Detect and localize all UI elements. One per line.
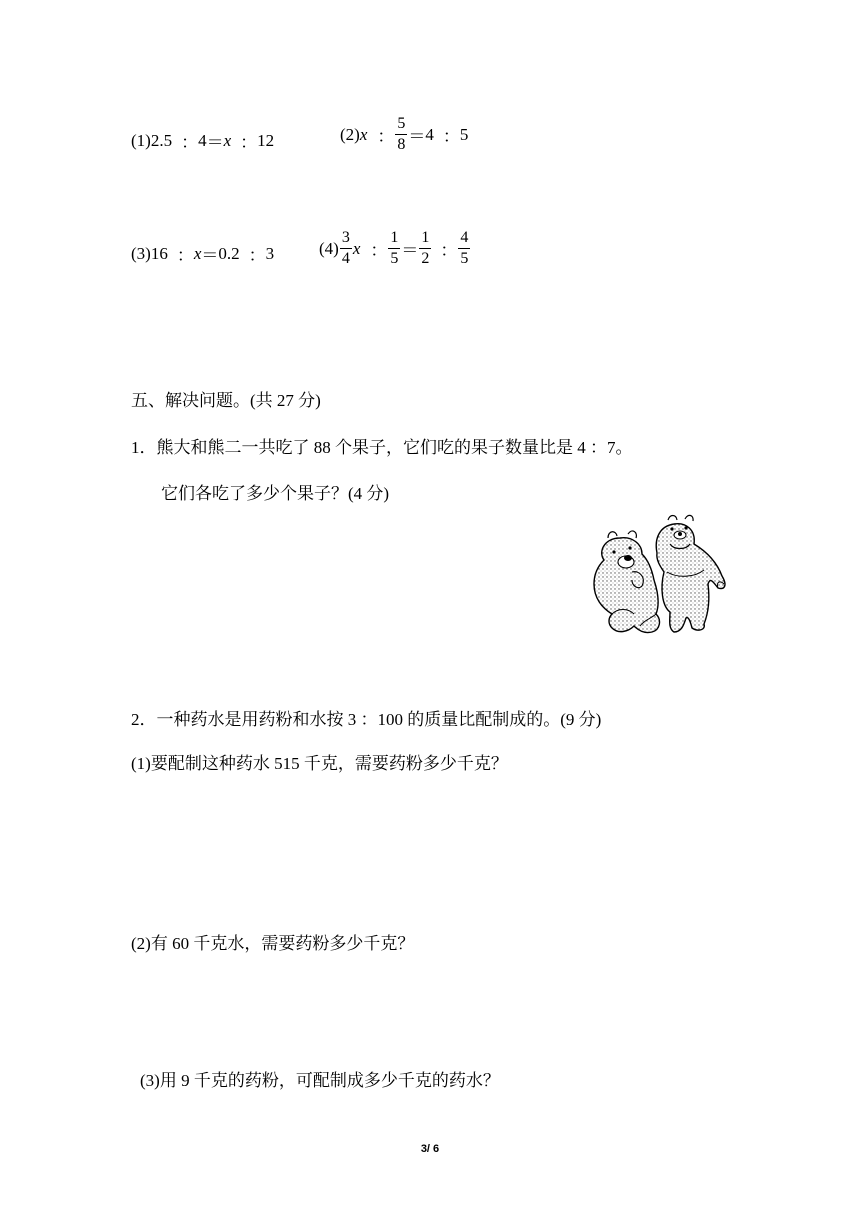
equation-3-label: (3): [131, 243, 151, 263]
fraction-denominator: 5: [390, 250, 399, 267]
equation-1-label: (1): [131, 130, 151, 150]
question-1-line-2: 它们各吃了多少个果子？(4 分): [161, 484, 390, 503]
equation-2: [340, 116, 468, 153]
equation-4-fraction-1: [340, 230, 352, 267]
equation-3: [131, 241, 274, 266]
equation-4-fraction-2: [388, 230, 400, 267]
equation-4-fraction-3: [419, 230, 431, 267]
equation-2-equals: ＝: [408, 127, 426, 146]
equation-3-term-b: 0.2: [218, 243, 240, 263]
equation-2-fraction: [395, 116, 407, 153]
equation-1-term-a: 2.5: [150, 130, 173, 150]
fraction-numerator: 3: [340, 230, 352, 249]
question-1-line-1: 1．熊大和熊二一共吃了 88 个果子，它们吃的果子数量比是 4 ：7。: [131, 438, 633, 457]
equation-3-equals: ＝: [201, 246, 219, 265]
equation-1-variable: x: [223, 130, 232, 150]
equation-4-colon-1: ：: [370, 241, 388, 260]
equation-4-colon-2: ：: [440, 241, 458, 260]
equation-4: [319, 230, 471, 267]
equation-2-term-d: 5: [459, 124, 469, 144]
equation-2-variable: x: [359, 124, 368, 144]
equation-1-equals: ＝: [206, 133, 224, 152]
equation-2-colon-1: ：: [377, 127, 395, 146]
equation-4-variable: x: [352, 238, 361, 258]
standing-bear: [656, 515, 725, 632]
equation-row-2: [340, 116, 468, 153]
section-title: 五、解决问题。(共 27 分): [131, 391, 321, 410]
equation-2-term-c: 4: [425, 124, 434, 144]
equation-2-colon-2: ：: [442, 127, 460, 146]
equation-3-colon-2: ：: [248, 246, 266, 265]
equation-row-4: [319, 230, 471, 267]
equation-row-1: [131, 128, 274, 153]
bears-illustration: [582, 508, 734, 638]
fraction-numerator: 5: [395, 116, 407, 135]
fraction-denominator: 2: [421, 250, 430, 267]
fraction-numerator: 1: [419, 230, 431, 249]
question-2-sub-2: (2)有 60 千克水，需要药粉多少千克？: [131, 934, 415, 953]
equation-1: [131, 128, 274, 153]
equation-3-colon-1: ：: [176, 246, 194, 265]
sitting-bear: [594, 531, 659, 633]
fraction-denominator: 8: [397, 136, 406, 153]
question-2-sub-1: (1)要配制这种药水 515 千克，需要药粉多少千克？: [131, 754, 508, 773]
page-number: 3/ 6: [420, 1143, 440, 1155]
equation-1-colon-2: ：: [240, 133, 258, 152]
equation-4-label: (4): [319, 238, 339, 258]
equation-3-variable: x: [193, 243, 202, 263]
equation-1-term-b: 4: [198, 130, 207, 150]
fraction-denominator: 5: [460, 250, 469, 267]
fraction-numerator: 1: [388, 230, 400, 249]
fraction-denominator: 4: [341, 250, 350, 267]
question-2-sub-3: (3)用 9 千克的药粉，可配制成多少千克的药水？: [140, 1071, 500, 1090]
equation-2-label: (2): [340, 124, 360, 144]
question-2-line-1: 2．一种药水是用药粉和水按 3 ：100 的质量比配制成的。(9 分): [131, 710, 602, 729]
equation-1-colon-1: ：: [181, 133, 199, 152]
equation-row-3: [131, 241, 274, 266]
fraction-numerator: 4: [458, 230, 470, 249]
equation-3-term-a: 16: [150, 243, 168, 263]
equation-4-equals: ＝: [401, 241, 419, 260]
equation-4-fraction-4: [458, 230, 470, 267]
equation-1-term-c: 12: [257, 130, 275, 150]
equation-3-term-c: 3: [265, 243, 275, 263]
